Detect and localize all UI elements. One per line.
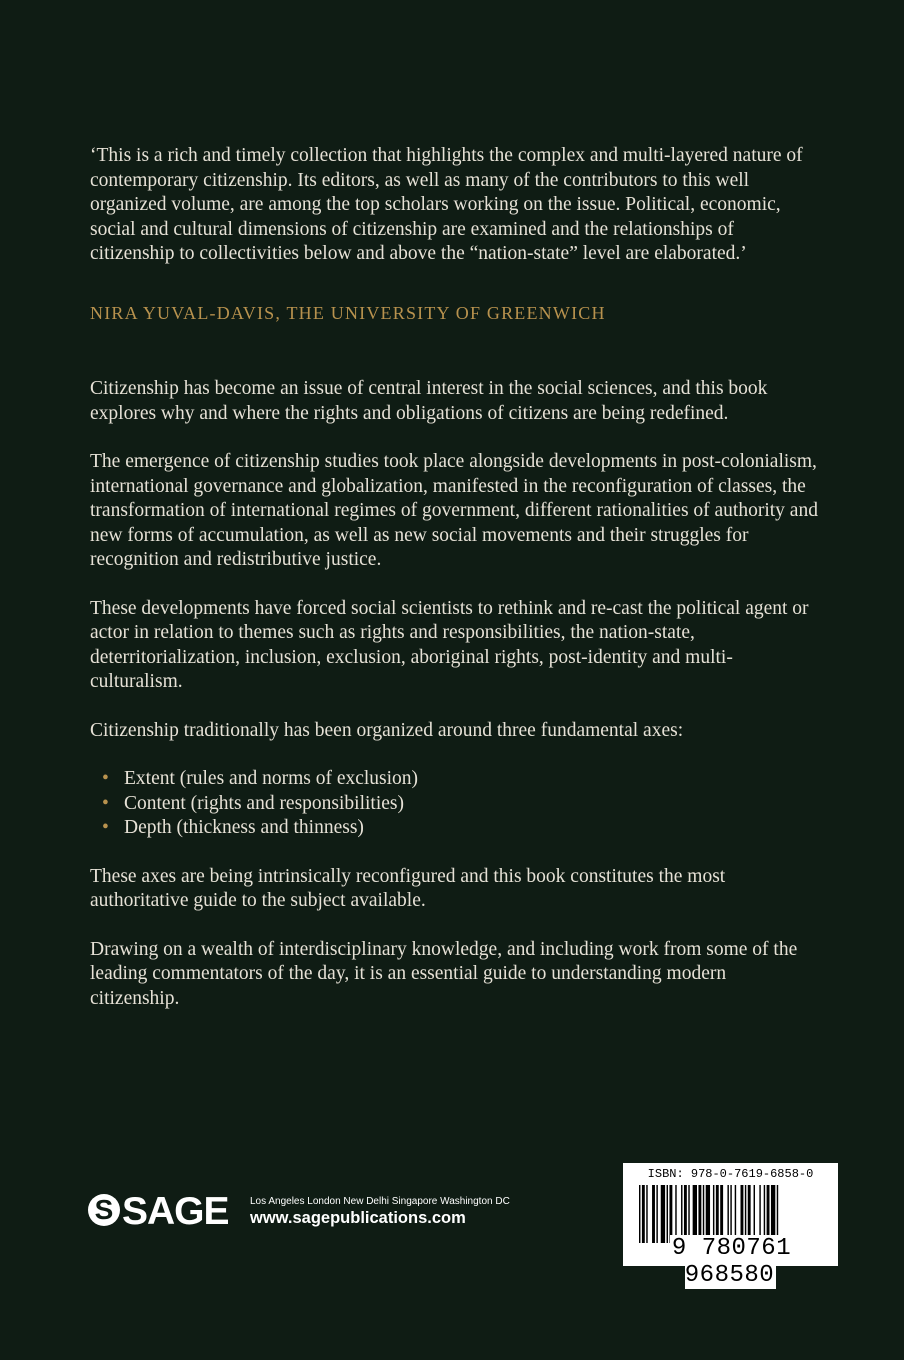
isbn-barcode <box>623 1163 838 1289</box>
isbn-label: ISBN: 978-0-7619-6858-0 <box>647 1167 814 1181</box>
description-paragraph: Citizenship traditionally has been organized around three fundamental axes: <box>90 719 684 741</box>
description-paragraph: These developments have forced social scientists to rethink and re-cast the political agent or actor in relation to themes such as rights and responsibilities, the nation-state, deterritorialization, inclusion, exclusion, aboriginal rights, post-identity and multi-culturalism. <box>90 597 809 692</box>
barcode-number: 9 780761 968580 <box>671 1235 792 1289</box>
description-paragraph: These axes are being intrinsically reconfigured and this book constitutes the most authoritative guide to the subject available. <box>90 865 726 911</box>
list-item-text: Depth (thickness and thinness) <box>124 817 364 838</box>
description <box>90 377 820 1035</box>
bullet-icon: • <box>102 768 109 789</box>
endorsement-attribution: NIRA YUVAL-DAVIS, THE UNIVERSITY OF GREENWICH <box>90 303 606 323</box>
list-item-text: Content (rights and responsibilities) <box>124 792 405 814</box>
bullet-icon: • <box>102 792 109 814</box>
list-item <box>102 816 820 841</box>
description-paragraph: The emergence of citizenship studies took place alongside developments in post-colonialism, international governance and globalization, manifested in the reconfiguration of classes, the transformation of international regimes of government, different rationalities of authority and new forms of accumulation, as well as new social movements and their struggles for recognition and redistributive justice. <box>90 451 818 570</box>
publisher-cities: Los Angeles London New Delhi Singapore Washington DC <box>250 1196 510 1207</box>
axes-list <box>90 767 820 841</box>
list-item <box>102 792 820 817</box>
sage-logo-icon: S <box>88 1194 120 1226</box>
list-item <box>102 767 820 792</box>
publisher-website: www.sagepublications.com <box>250 1209 466 1227</box>
description-paragraph: Drawing on a wealth of interdisciplinary knowledge, and including work from some of the leading commentators of the day, it is an essential guide to understanding modern citizenship. <box>90 938 798 1009</box>
list-item-text: Extent (rules and norms of exclusion) <box>124 768 419 789</box>
bullet-icon: • <box>102 817 109 838</box>
description-paragraph: Citizenship has become an issue of central interest in the social sciences, and this book explores why and where the rights and obligations of citizens are being redefined. <box>90 378 768 424</box>
sage-logo-text: SAGE <box>122 1190 229 1233</box>
endorsement-quote: ‘This is a rich and timely collection that highlights the complex and multi-layered nature of contemporary citizenship. Its editors, as well as many of the contributors to this well organized volume, are among the top scholars working on the issue. Political, economic, social and cultural dimensions of citizenship are examined and the relationships of citizenship to collectivities below and above the “nation-state” level are elaborated.’ <box>90 145 803 264</box>
sage-logo <box>88 1190 238 1234</box>
